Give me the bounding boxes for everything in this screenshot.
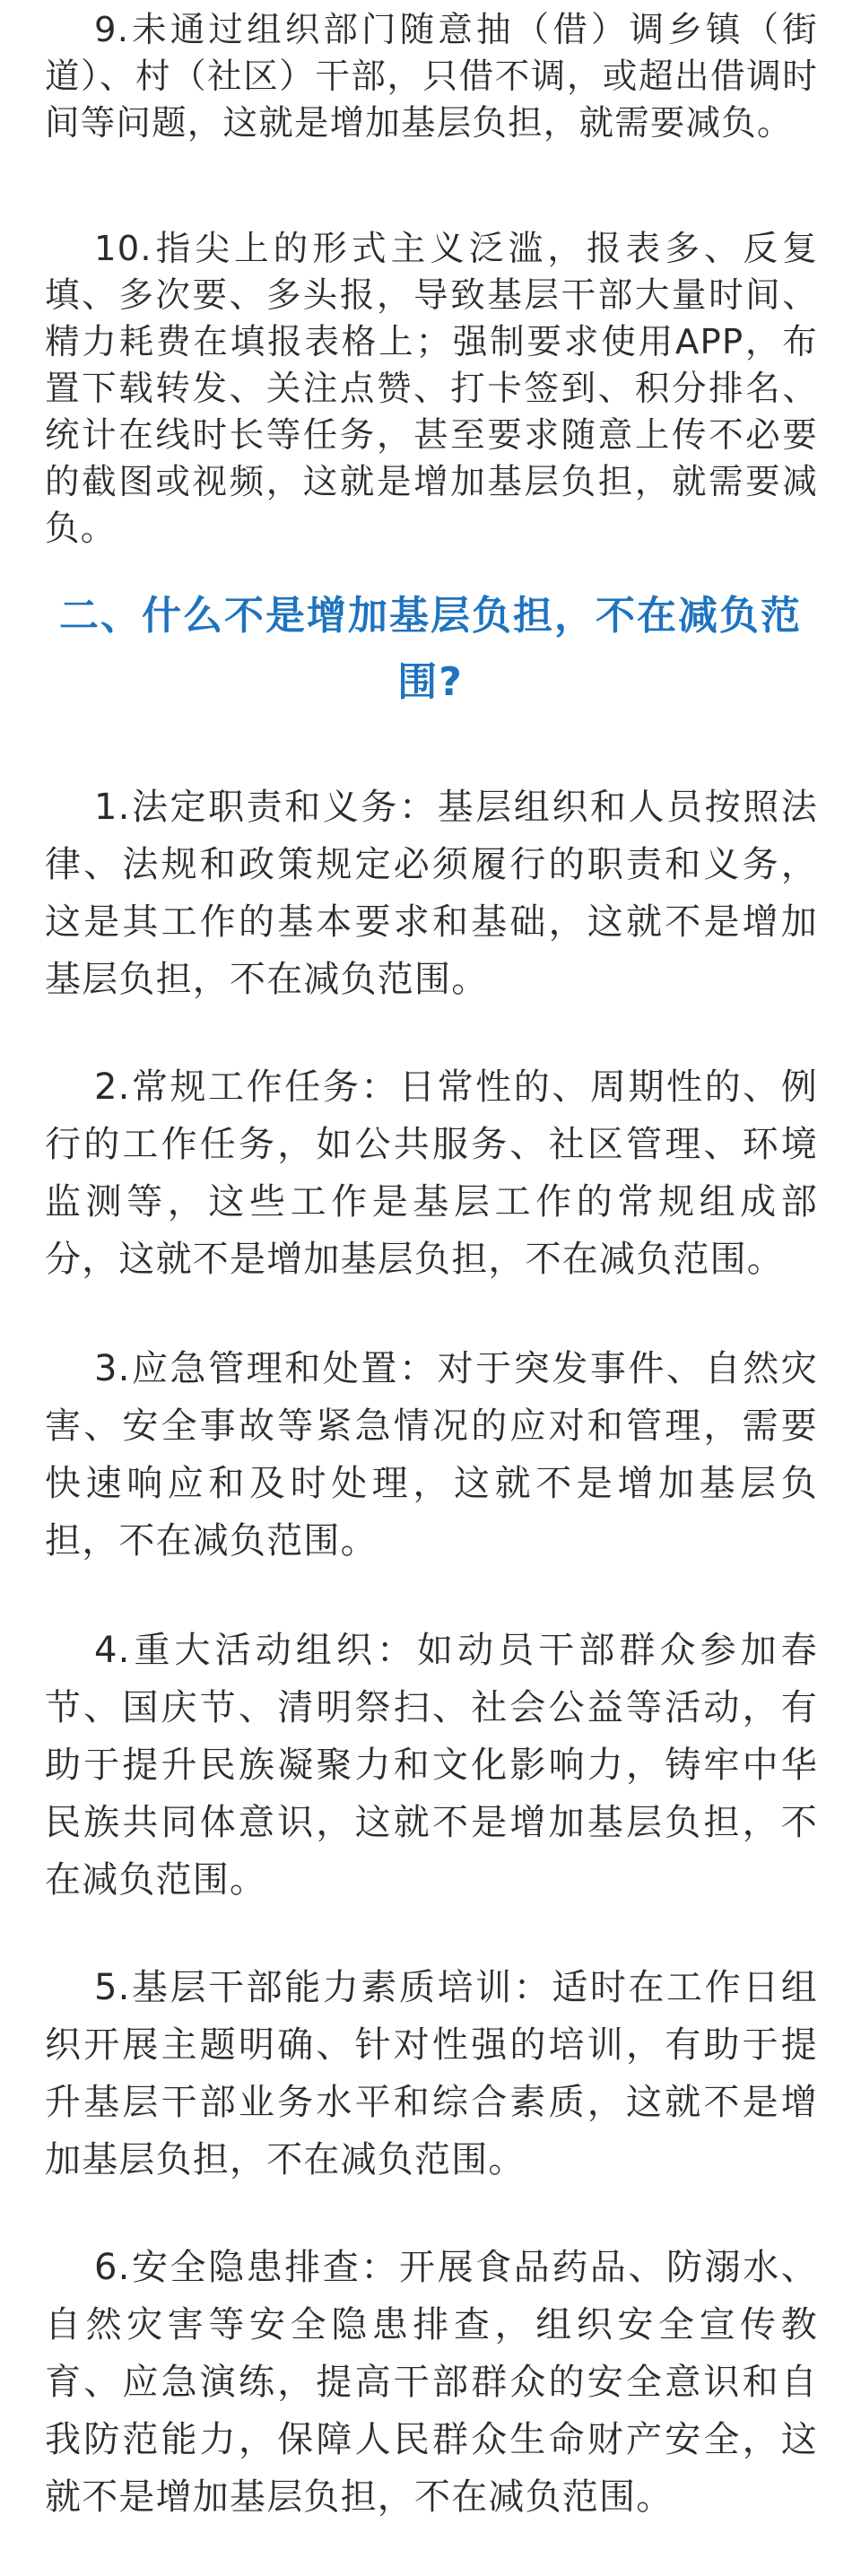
item-9-paragraph: 9.未通过组织部门随意抽（借）调乡镇（街道）、村（社区）干部，只借不调，或超出借调时间等问题，这就是增加基层负担，就需要减负。 — [45, 10, 818, 144]
item-1-paragraph: 1.法定职责和义务：基层组织和人员按照法律、法规和政策规定必须履行的职责和义务，这是其工作的基本要求和基础，这就不是增加基层负担，不在减负范围。 — [45, 787, 818, 1000]
item-2-paragraph: 2.常规工作任务：日常性的、周期性的、例行的工作任务，如公共服务、社区管理、环境监测等，这些工作是基层工作的常规组成部分，这就不是增加基层负担，不在减负范围。 — [45, 1066, 818, 1280]
item-10-paragraph: 10.指尖上的形式主义泛滥，报表多、反复填、多次要、多头报，导致基层干部大量时间、精力耗费在填报表格上；强制要求使用APP，布置下载转发、关注点赞、打卡签到、积分排名、统计在线时长等任务，甚至要求随意上传不必要的截图或视频，这就是增加基层负担，就需要减负。 — [45, 229, 818, 549]
item-6-paragraph: 6.安全隐患排查：开展食品药品、防溺水、自然灾害等安全隐患排查，组织安全宣传教育、应急演练，提高干部群众的安全意识和自我防范能力，保障人民群众生命财产安全，这就不是增加基层负担，不在减负范围。 — [45, 2247, 818, 2518]
section-heading: 二、什么不是增加基层负担，不在减负范围? — [59, 593, 802, 705]
item-4-paragraph: 4.重大活动组织：如动员干部群众参加春节、国庆节、清明祭扫、社会公益等活动，有助于提升民族凝聚力和文化影响力，铸牢中华民族共同体意识，这就不是增加基层负担，不在减负范围。 — [45, 1630, 818, 1901]
item-5-paragraph: 5.基层干部能力素质培训：适时在工作日组织开展主题明确、针对性强的培训，有助于提升基层干部业务水平和综合素质，这就不是增加基层负担，不在减负范围。 — [45, 1967, 818, 2180]
item-3-paragraph: 3.应急管理和处置：对于突发事件、自然灾害、安全事故等紧急情况的应对和管理，需要快速响应和及时处理，这就不是增加基层负担，不在减负范围。 — [45, 1348, 818, 1562]
